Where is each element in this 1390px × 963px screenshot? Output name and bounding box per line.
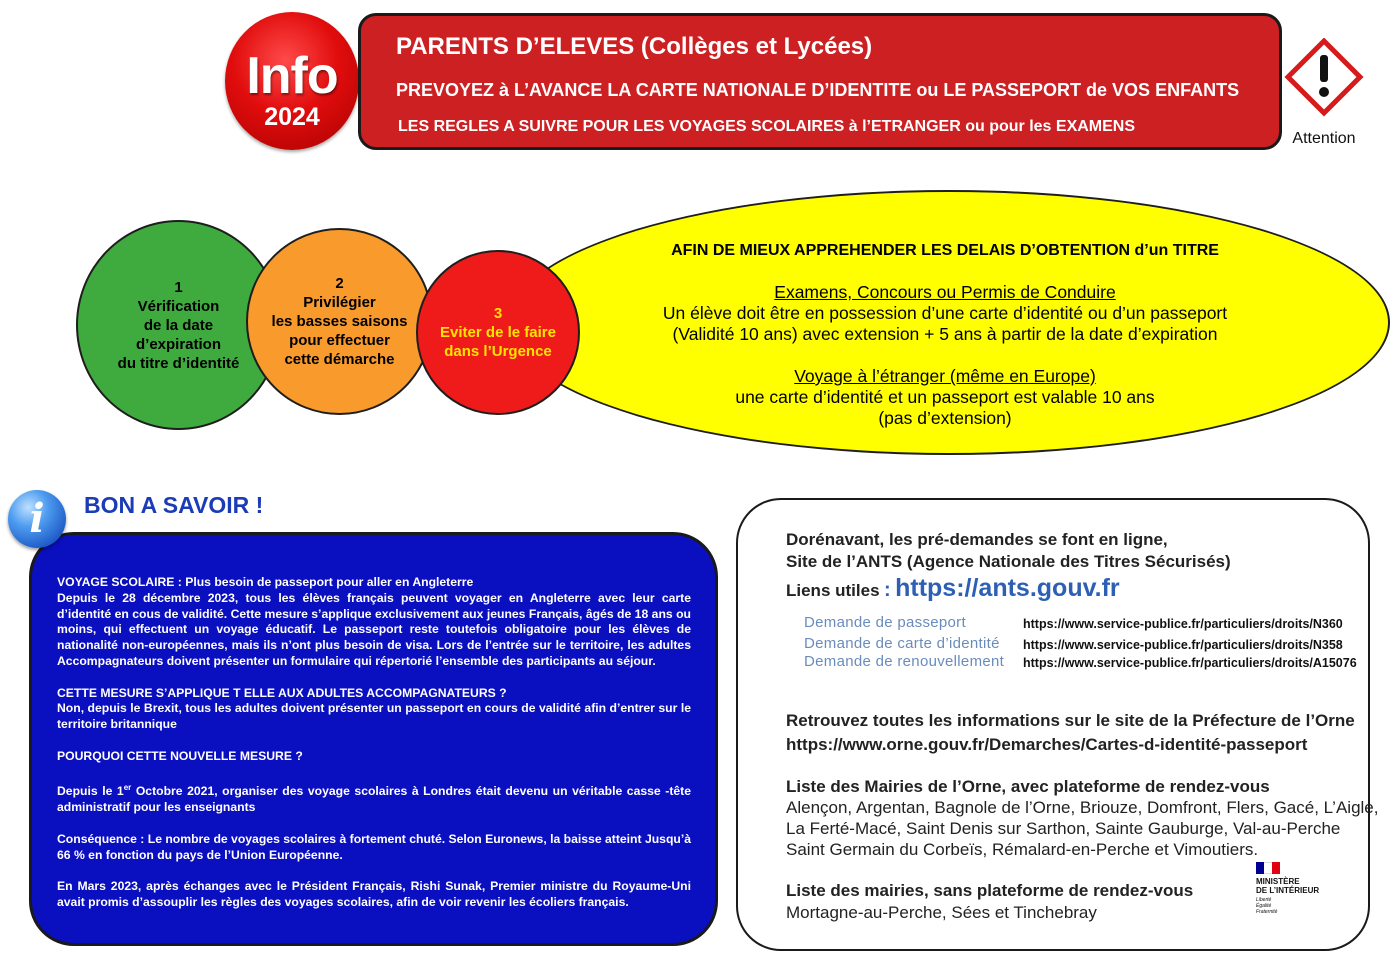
attention-label: Attention <box>1292 130 1356 147</box>
mars-2023-text: En Mars 2023, après échanges avec le Président Français, Rishi Sunak, Premier ministre du Royaume-Uni avait promis d’assouplir les règles des voyages scolaires, afin de voir revenir les écoliers français. <box>57 879 691 909</box>
travel-line-1: une carte d’identité et un passeport est valable 10 ans <box>735 387 1155 407</box>
banner-rules-line: LES REGLES A SUIVRE POUR LES VOYAGES SCOLAIRES à l’ETRANGER ou pour les EXAMENS <box>398 118 1136 135</box>
prefecture-line: Retrouvez toutes les informations sur le site de la Préfecture de l’Orne <box>786 711 1355 730</box>
step-1-line: du titre d’identité <box>117 354 240 372</box>
voyage-scolaire-body: Depuis le 28 décembre 2023, tous les élèves français peuvent voyager en Angleterre avec leur carte d’identité en cous de validité. Cette mesure s’applique exclusivement aux jeunes Français, âgés de 18 ans ou moins, qui effectuent un voyage éducatif. Le passeport reste toutefois obligatoire pour les élèves de nationalité non-européennes, mais ils n’ont plus besoin de visa. Lors de l’entrée sur le territoire, les adultes Accompagnateurs doivent présenter un formulaire qui répertorié l’ensemble des participants au séjour. <box>57 590 691 668</box>
step-3-number: 3 <box>493 305 503 322</box>
voyage-scolaire-title: VOYAGE SCOLAIRE : Plus besoin de passeport pour aller en Angleterre <box>57 575 474 589</box>
step-2-line: cette démarche <box>284 351 395 368</box>
renewal-request-label: Demande de renouvellement <box>804 653 1005 670</box>
step-1-line: de la date <box>143 316 214 334</box>
octobre-2021-pre: Depuis le 1 <box>57 784 124 799</box>
step-2-line: les basses saisons <box>271 313 408 330</box>
step-2-circle <box>246 228 433 415</box>
step-1-line: Vérification <box>137 297 220 315</box>
bon-a-savoir-title: BON A SAVOIR ! <box>84 492 264 518</box>
republic-motto <box>1256 897 1336 915</box>
warning-diamond-icon <box>1284 38 1364 130</box>
step-1-line: d’expiration <box>135 335 221 353</box>
exam-line-2: (Validité 10 ans) avec extension + 5 ans à partir de la date d’expiration <box>672 324 1218 344</box>
exam-section <box>660 282 1230 345</box>
banner-title: PARENTS D’ELEVES (Collèges et Lycées) <box>396 33 873 60</box>
consequence-text: Conséquence : Le nombre de voyages scolaires à fortement chuté. Selon Euronews, la baisse atteint Jusqu’à 66 % en fonction du pays de l’Union Européenne. <box>57 831 691 862</box>
motto-liberte: Liberté <box>1256 897 1272 903</box>
ministere-interieur-logo <box>1256 862 1336 922</box>
ministere-name <box>1256 877 1336 895</box>
useful-links-label: Liens utiles <box>786 581 880 600</box>
step-1-number: 1 <box>174 278 183 296</box>
travel-section <box>660 366 1230 429</box>
info-badge-year: 2024 <box>264 103 320 131</box>
step-3-circle <box>416 250 580 415</box>
online-line-2: Site de l’ANTS (Agence Nationale des Titres Sécurisés) <box>786 552 1231 571</box>
ministere-name-line-1: MINISTÈRE <box>1256 877 1300 886</box>
delays-heading: AFIN DE MIEUX APPREHENDER LES DELAIS D’OBTENTION d’un TITRE <box>671 242 1219 259</box>
banner-subtitle: PREVOYEZ à L’AVANCE LA CARTE NATIONALE D’IDENTITE ou LE PASSEPORT de VOS ENFANTS <box>396 80 1240 100</box>
mairies-rdv-list-2: La Ferté-Macé, Saint Denis sur Sarthon, Sainte Gauburge, Val-au-Perche <box>786 819 1341 838</box>
mairies-no-rdv-list: Mortagne-au-Perche, Sées et Tinchebray <box>786 903 1097 922</box>
step-2-line: pour effectuer <box>289 332 390 349</box>
mairies-rdv-list-1: Alençon, Argentan, Bagnole de l’Orne, Briouze, Domfront, Flers, Gacé, L’Aigle, <box>786 798 1379 817</box>
ministere-name-line-2: DE L’INTÉRIEUR <box>1256 886 1320 895</box>
step-3-line: Eviter de le faire <box>440 324 556 341</box>
motto-fraternite: Fraternité <box>1256 909 1278 915</box>
info-badge-word: Info <box>246 47 338 105</box>
ants-link[interactable]: https://ants.gouv.fr <box>895 574 1120 602</box>
step-3-line: dans l’Urgence <box>444 343 552 360</box>
octobre-2021-post: Octobre 2021, organiser des voyage scolaires à Londres était devenu un véritable casse -tête administratif pour les enseignants <box>57 784 691 815</box>
step-2-number: 2 <box>335 275 344 292</box>
school-travel-box <box>29 532 718 946</box>
step-2-line: Privilégier <box>303 294 376 311</box>
motto-egalite: Égalité <box>1256 903 1272 909</box>
adultes-answer: Non, depuis le Brexit, tous les adultes doivent présenter un passeport en cours de validité afin d’entrer sur le territoire britannique <box>57 701 691 732</box>
info-i-icon: i <box>8 490 66 548</box>
info-2024-badge <box>225 12 359 150</box>
useful-links-colon: : <box>883 579 891 601</box>
id-card-request-label: Demande de carte d’identité <box>804 635 1000 652</box>
prefecture-link[interactable]: https://www.orne.gouv.fr/Demarches/Cartes-d-identité-passeport <box>786 735 1308 754</box>
online-line-1: Dorénavant, les pré-demandes se font en ligne, <box>786 530 1168 549</box>
passport-request-label: Demande de passeport <box>804 614 966 631</box>
header-banner <box>358 13 1282 150</box>
exam-line-1: Un élève doit être en possession d’une carte d’identité ou d’un passeport <box>662 303 1228 323</box>
mairies-no-rdv-title: Liste des mairies, sans plateforme de rendez-vous <box>786 881 1194 900</box>
passport-request-link[interactable]: https://www.service-publice.fr/particuliers/droits/N360 <box>1023 617 1343 631</box>
attention-sign <box>1284 38 1364 162</box>
travel-title: Voyage à l’étranger (même en Europe) <box>794 366 1096 386</box>
id-card-request-link[interactable]: https://www.service-publice.fr/particuliers/droits/N358 <box>1023 638 1343 652</box>
adultes-question: CETTE MESURE S’APPLIQUE T ELLE AUX ADULTES ACCOMPAGNATEURS ? <box>57 685 507 700</box>
octobre-2021-sup: er <box>123 783 132 793</box>
mairies-rdv-title: Liste des Mairies de l’Orne, avec plateforme de rendez-vous <box>786 777 1270 796</box>
travel-line-2: (pas d’extension) <box>878 408 1012 428</box>
pourquoi-question: POURQUOI CETTE NOUVELLE MESURE ? <box>57 748 303 763</box>
school-travel-text <box>57 575 691 911</box>
renewal-request-link[interactable]: https://www.service-publice.fr/particuliers/droits/A15076 <box>1023 656 1357 670</box>
mairies-rdv-list-3: Saint Germain du Corbeïs, Rémalard-en-Perche et Vimoutiers. <box>786 840 1259 859</box>
french-flag-icon <box>1256 862 1280 874</box>
exam-title: Examens, Concours ou Permis de Conduire <box>774 282 1116 302</box>
useful-links-row <box>786 574 1120 603</box>
